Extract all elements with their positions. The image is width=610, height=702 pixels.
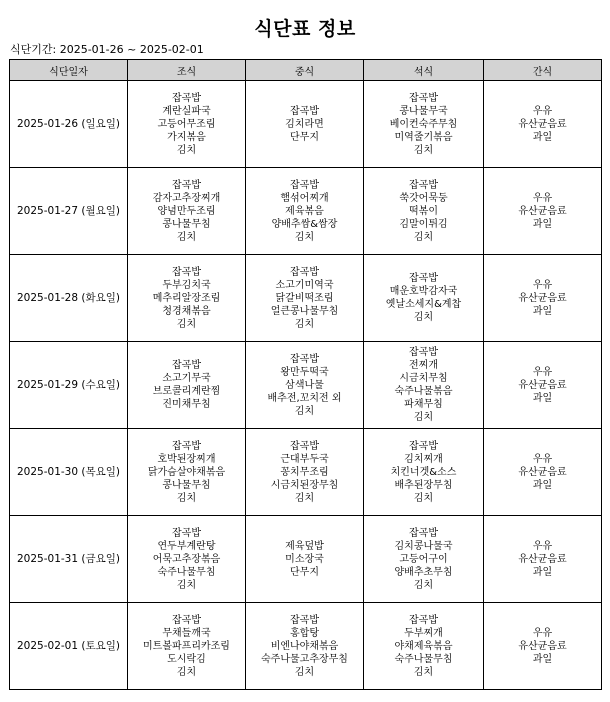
snack-dish: 우유 — [532, 279, 553, 291]
breakfast-dish: 고등어무조림 — [157, 118, 216, 130]
lunch-cell — [246, 81, 364, 168]
breakfast-cell — [128, 342, 246, 429]
breakfast-dish: 두부김치국 — [162, 279, 211, 291]
lunch-dish: 김치 — [294, 231, 315, 243]
lunch-dish: 단무지 — [290, 566, 319, 578]
snack-dish: 과일 — [532, 305, 553, 317]
lunch-dish: 잡곡밥 — [290, 440, 319, 452]
table-row — [10, 255, 602, 342]
dinner-dish: 잡곡밥 — [409, 440, 438, 452]
snack-dish: 과일 — [532, 479, 553, 491]
date-cell: 2025-01-31 (금요일) — [10, 516, 128, 603]
snack-dish: 유산균음료 — [518, 466, 567, 478]
dinner-dish: 고등어구이 — [399, 553, 448, 565]
date-cell: 2025-01-28 (화요일) — [10, 255, 128, 342]
breakfast-dish: 청경채볶음 — [162, 305, 211, 317]
lunch-dish: 꽁치무조림 — [280, 466, 329, 478]
lunch-dish: 비엔나야채볶음 — [270, 640, 339, 652]
table-body — [10, 81, 602, 690]
table-row — [10, 81, 602, 168]
lunch-dish: 양배추쌈&쌈장 — [271, 218, 338, 230]
dinner-dish: 김치 — [413, 666, 434, 678]
dinner-dish: 김치 — [413, 312, 434, 323]
dinner-dish: 김치 — [413, 231, 434, 243]
breakfast-dish: 김치 — [176, 318, 197, 330]
snack-dish: 유산균음료 — [518, 379, 567, 391]
breakfast-dish: 잡곡밥 — [172, 266, 201, 278]
dinner-dish: 콩나물무국 — [399, 105, 448, 117]
snack-cell — [484, 255, 602, 342]
lunch-dish: 김치 — [294, 492, 315, 504]
breakfast-dish: 미트볼파프리카조림 — [143, 640, 230, 652]
dinner-dish: 숙주나물볶음 — [394, 386, 453, 397]
snack-dish: 우유 — [532, 105, 553, 117]
breakfast-dish: 도시락김 — [167, 653, 206, 665]
dinner-cell — [364, 603, 484, 690]
lunch-dish: 김치라면 — [285, 118, 324, 130]
dinner-dish: 김치찌개 — [404, 453, 443, 465]
snack-cell — [484, 429, 602, 516]
dinner-cell — [364, 81, 484, 168]
breakfast-dish: 메추리알장조림 — [152, 292, 221, 304]
lunch-cell — [246, 603, 364, 690]
dinner-dish: 전찌개 — [409, 360, 438, 371]
dinner-cell — [364, 429, 484, 516]
header-lunch: 중식 — [246, 60, 364, 81]
dinner-dish: 옛날소세지&계찹 — [385, 299, 462, 310]
lunch-dish: 미소장국 — [285, 553, 324, 565]
breakfast-dish: 가지볶음 — [167, 131, 206, 143]
snack-dish: 우유 — [532, 453, 553, 465]
breakfast-dish: 진미채무침 — [162, 399, 211, 410]
table-row — [10, 516, 602, 603]
dinner-dish: 김치 — [413, 144, 434, 156]
breakfast-dish: 소고기무국 — [162, 373, 211, 384]
dinner-dish: 김치 — [413, 412, 434, 423]
dinner-dish: 숙주나물무침 — [394, 653, 453, 665]
dinner-dish: 매운호박감자국 — [389, 286, 458, 297]
lunch-dish: 숙주나물고추장무침 — [261, 653, 348, 665]
lunch-cell — [246, 516, 364, 603]
lunch-dish: 배추전,꼬치전 외 — [267, 392, 342, 404]
dinner-dish: 쑥갓어묵둥 — [399, 192, 448, 204]
snack-cell — [484, 603, 602, 690]
snack-cell — [484, 516, 602, 603]
snack-dish: 우유 — [532, 192, 553, 204]
dinner-dish: 잡곡밥 — [409, 614, 438, 626]
dinner-dish: 파채무침 — [404, 399, 443, 410]
dinner-dish: 잡곡밥 — [409, 273, 438, 284]
breakfast-dish: 호박된장찌개 — [157, 453, 216, 465]
breakfast-cell — [128, 429, 246, 516]
lunch-dish: 김치 — [294, 318, 315, 330]
lunch-dish: 햄섞어찌개 — [280, 192, 329, 204]
snack-dish: 우유 — [532, 540, 553, 552]
lunch-dish: 김치 — [294, 405, 315, 417]
table-header-row — [10, 60, 602, 81]
dinner-cell — [364, 168, 484, 255]
dinner-dish: 김치 — [413, 492, 434, 504]
breakfast-dish: 김치 — [176, 144, 197, 156]
date-cell: 2025-01-27 (월요일) — [10, 168, 128, 255]
breakfast-dish: 김치 — [176, 231, 197, 243]
breakfast-dish: 연두부계란탕 — [157, 540, 216, 552]
dinner-dish: 떡볶이 — [409, 205, 438, 217]
lunch-cell — [246, 168, 364, 255]
header-date: 식단일자 — [10, 60, 128, 81]
breakfast-cell — [128, 81, 246, 168]
dinner-dish: 배추된장무침 — [394, 479, 453, 491]
dinner-dish: 두부찌개 — [404, 627, 443, 639]
breakfast-cell — [128, 516, 246, 603]
page-title: 식단표 정보 — [254, 18, 356, 40]
breakfast-cell — [128, 168, 246, 255]
dinner-dish: 김치콩나물국 — [394, 540, 453, 552]
dinner-dish: 베이컨숙주무침 — [389, 118, 458, 130]
table-row — [10, 168, 602, 255]
table-row — [10, 603, 602, 690]
breakfast-dish: 김치 — [176, 666, 197, 678]
breakfast-dish: 양념만두조림 — [157, 205, 216, 217]
dinner-dish: 잡곡밥 — [409, 527, 438, 539]
lunch-dish: 소고기미역국 — [275, 279, 334, 291]
lunch-dish: 시금치된장무침 — [270, 479, 339, 491]
lunch-cell — [246, 429, 364, 516]
dinner-dish: 치킨너겟&소스 — [390, 466, 457, 478]
snack-dish: 유산균음료 — [518, 205, 567, 217]
dinner-dish: 잡곡밥 — [409, 347, 438, 358]
dinner-cell — [364, 516, 484, 603]
snack-dish: 과일 — [532, 566, 553, 578]
dinner-dish: 시금치무침 — [399, 373, 448, 384]
date-cell: 2025-01-29 (수요일) — [10, 342, 128, 429]
table-row — [10, 342, 602, 429]
menu-period: 식단기간: 2025-01-26 ~ 2025-02-01 — [10, 43, 204, 56]
lunch-dish: 제육볶음 — [285, 205, 324, 217]
lunch-dish: 단무지 — [290, 131, 319, 143]
lunch-dish: 홍합탕 — [290, 627, 319, 639]
date-cell: 2025-02-01 (토요일) — [10, 603, 128, 690]
header-snack: 간식 — [484, 60, 602, 81]
snack-dish: 과일 — [532, 392, 553, 404]
dinner-dish: 미역줄기볶음 — [394, 131, 453, 143]
breakfast-dish: 감자고추장찌개 — [152, 192, 221, 204]
snack-dish: 유산균음료 — [518, 640, 567, 652]
lunch-dish: 제육덮밥 — [285, 540, 324, 552]
snack-dish: 과일 — [532, 653, 553, 665]
lunch-dish: 잡곡밥 — [290, 353, 319, 365]
breakfast-dish: 잡곡밥 — [172, 614, 201, 626]
lunch-dish: 근대부두국 — [280, 453, 329, 465]
dinner-dish: 김말이튀김 — [399, 218, 448, 230]
meal-table — [9, 59, 602, 690]
dinner-cell — [364, 255, 484, 342]
snack-dish: 우유 — [532, 627, 553, 639]
lunch-cell — [246, 255, 364, 342]
breakfast-dish: 잡곡밥 — [172, 360, 201, 371]
dinner-dish: 잡곡밥 — [409, 179, 438, 191]
breakfast-dish: 잡곡밥 — [172, 440, 201, 452]
snack-dish: 유산균음료 — [518, 292, 567, 304]
breakfast-dish: 어묵고추장볶음 — [152, 553, 221, 565]
table-row — [10, 429, 602, 516]
breakfast-cell — [128, 603, 246, 690]
header-dinner: 석식 — [364, 60, 484, 81]
breakfast-cell — [128, 255, 246, 342]
breakfast-dish: 잡곡밥 — [172, 179, 201, 191]
breakfast-dish: 잡곡밥 — [172, 527, 201, 539]
breakfast-dish: 김치 — [176, 579, 197, 591]
breakfast-dish: 콩나물무침 — [162, 479, 211, 491]
dinner-dish: 양배추초무침 — [394, 566, 453, 578]
lunch-dish: 잡곡밥 — [290, 105, 319, 117]
lunch-dish: 김치 — [294, 666, 315, 678]
lunch-dish: 잡곡밥 — [290, 179, 319, 191]
snack-cell — [484, 168, 602, 255]
breakfast-dish: 계란실파국 — [162, 105, 211, 117]
date-cell: 2025-01-26 (일요일) — [10, 81, 128, 168]
snack-dish: 과일 — [532, 218, 553, 230]
lunch-dish: 삼색나물 — [285, 379, 324, 391]
snack-cell — [484, 81, 602, 168]
breakfast-dish: 콩나물무침 — [162, 218, 211, 230]
lunch-dish: 얼큰콩나물무침 — [270, 305, 339, 317]
breakfast-dish: 잡곡밥 — [172, 92, 201, 104]
lunch-dish: 왕만두떡국 — [280, 366, 329, 378]
date-cell: 2025-01-30 (목요일) — [10, 429, 128, 516]
dinner-dish: 잡곡밥 — [409, 92, 438, 104]
snack-dish: 과일 — [532, 131, 553, 143]
snack-dish: 유산균음료 — [518, 118, 567, 130]
dinner-dish: 김치 — [413, 579, 434, 591]
lunch-cell — [246, 342, 364, 429]
header-breakfast: 조식 — [128, 60, 246, 81]
lunch-dish: 닭갈비떡조림 — [275, 292, 334, 304]
snack-cell — [484, 342, 602, 429]
dinner-cell — [364, 342, 484, 429]
dinner-dish: 야채제육볶음 — [394, 640, 453, 652]
breakfast-dish: 닭가슴살야채볶음 — [147, 466, 226, 478]
breakfast-dish: 무채들깨국 — [162, 627, 211, 639]
snack-dish: 유산균음료 — [518, 553, 567, 565]
breakfast-dish: 브로콜리계란찜 — [152, 386, 221, 397]
lunch-dish: 잡곡밥 — [290, 614, 319, 626]
snack-dish: 우유 — [532, 366, 553, 378]
lunch-dish: 잡곡밥 — [290, 266, 319, 278]
breakfast-dish: 김치 — [176, 492, 197, 504]
breakfast-dish: 숙주나물무침 — [157, 566, 216, 578]
